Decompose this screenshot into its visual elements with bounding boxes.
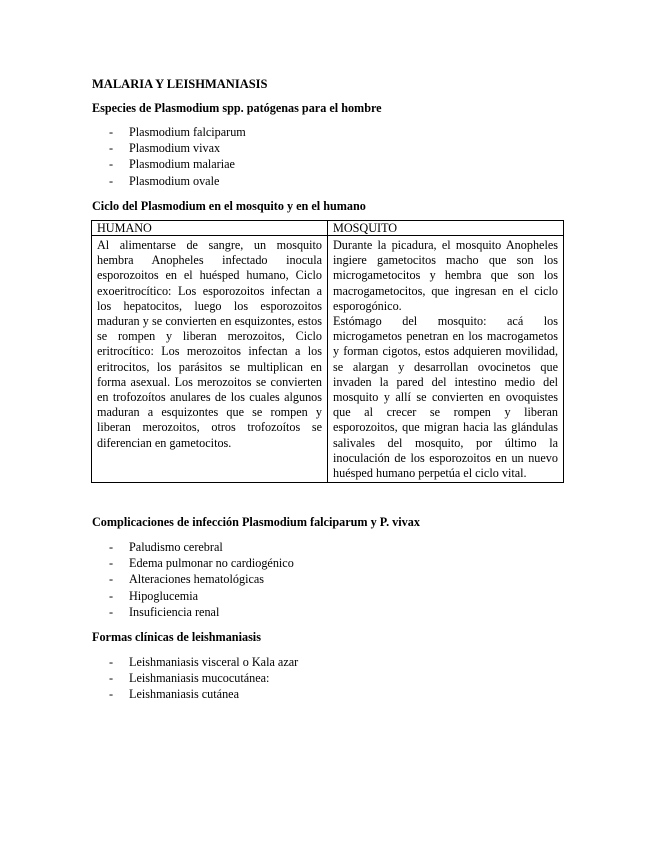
list-item: - Edema pulmonar no cardiogénico xyxy=(109,556,294,571)
dash-bullet: - xyxy=(109,556,114,571)
list-item: - Insuficiencia renal xyxy=(109,604,220,619)
list-item: - Hipoglucemia xyxy=(109,588,199,603)
list-item: - Leishmaniasis cutánea xyxy=(109,687,239,702)
header-mosquito: MOSQUITO xyxy=(328,221,564,236)
list-item: - Plasmodium vivax xyxy=(109,141,221,156)
list-item: - Plasmodium ovale xyxy=(109,173,220,188)
dash-bullet: - xyxy=(109,125,114,139)
dash-bullet: - xyxy=(109,687,114,702)
document-title: MALARIA Y LEISHMANIASIS xyxy=(92,77,268,91)
dash-bullet: - xyxy=(109,604,114,619)
list-item: - Paludismo cerebral xyxy=(109,540,223,554)
species-heading: Especies de Plasmodium spp. patógenas para el hombre xyxy=(92,101,382,115)
list-item: - Plasmodium malariae xyxy=(109,157,235,172)
dash-bullet: - xyxy=(109,540,114,554)
mosquito-paragraph-2: Estómago del mosquito: acá los microgametos penetran en los macrogametos y forman cigotos, estos adquieren movilidad, se alargan y desarrollan ovocinetos que invaden la pared del intestino medio del mosquito y allí se convierten en ovoquistes que al crecer se rompen y liberan esporozoitos, que migran hacia las glándulas salivales del mosquito, por último la inoculación de los esporozoitos en un nuevo huésped humano perpetúa el ciclo vital. xyxy=(333,314,558,481)
leishmaniasis-list xyxy=(109,654,298,703)
complications-heading: Complicaciones de infección Plasmodium falciparum y P. vivax xyxy=(92,515,420,529)
dash-bullet: - xyxy=(109,157,114,172)
list-item: - Plasmodium falciparum xyxy=(109,125,246,139)
dash-bullet: - xyxy=(109,173,114,188)
mosquito-paragraph-1: Durante la picadura, el mosquito Anopheles ingiere gametocitos macho que son los microgametocitos y hembra que son los macrogametocitos, que ingresan en el ciclo esporogónico. xyxy=(333,238,558,313)
cycle-heading: Ciclo del Plasmodium en el mosquito y en el humano xyxy=(92,199,366,213)
cycle-table xyxy=(91,220,564,483)
cell-humano: Al alimentarse de sangre, un mosquito hembra Anopheles infectado inocula esporozoitos en el huésped humano, Ciclo exoeritrocítico: Los esporozoitos infectan a los hepatocitos, luego los esporozoitos maduran y se convierten en esquizontes, estos se rompen y liberan merozoitos, Ciclo eritrocítico: Los merozoitos infectan a los eritrocitos, los parásitos se multiplican en forma asexual. Los merozoitos se convierten en trofozoítos anulares de los cuales algunos maduran a esquizontes que se rompen y liberan merozoitos, otros trofozoítos se diferencian en gametocitos. xyxy=(92,236,328,483)
dash-bullet: - xyxy=(109,671,114,686)
dash-bullet: - xyxy=(109,141,114,156)
list-item: - Leishmaniasis visceral o Kala azar xyxy=(109,655,299,669)
leishmaniasis-heading: Formas clínicas de leishmaniasis xyxy=(92,630,261,644)
table-row xyxy=(92,236,564,483)
table-header-row xyxy=(92,221,564,236)
dash-bullet: - xyxy=(109,588,114,603)
dash-bullet: - xyxy=(109,572,114,587)
header-humano: HUMANO xyxy=(92,221,328,236)
cell-mosquito xyxy=(328,236,564,483)
list-item: - Leishmaniasis mucocutánea: xyxy=(109,671,270,686)
complications-list xyxy=(109,539,294,620)
dash-bullet: - xyxy=(109,655,114,669)
species-list xyxy=(109,124,246,189)
list-item: - Alteraciones hematológicas xyxy=(109,572,265,587)
